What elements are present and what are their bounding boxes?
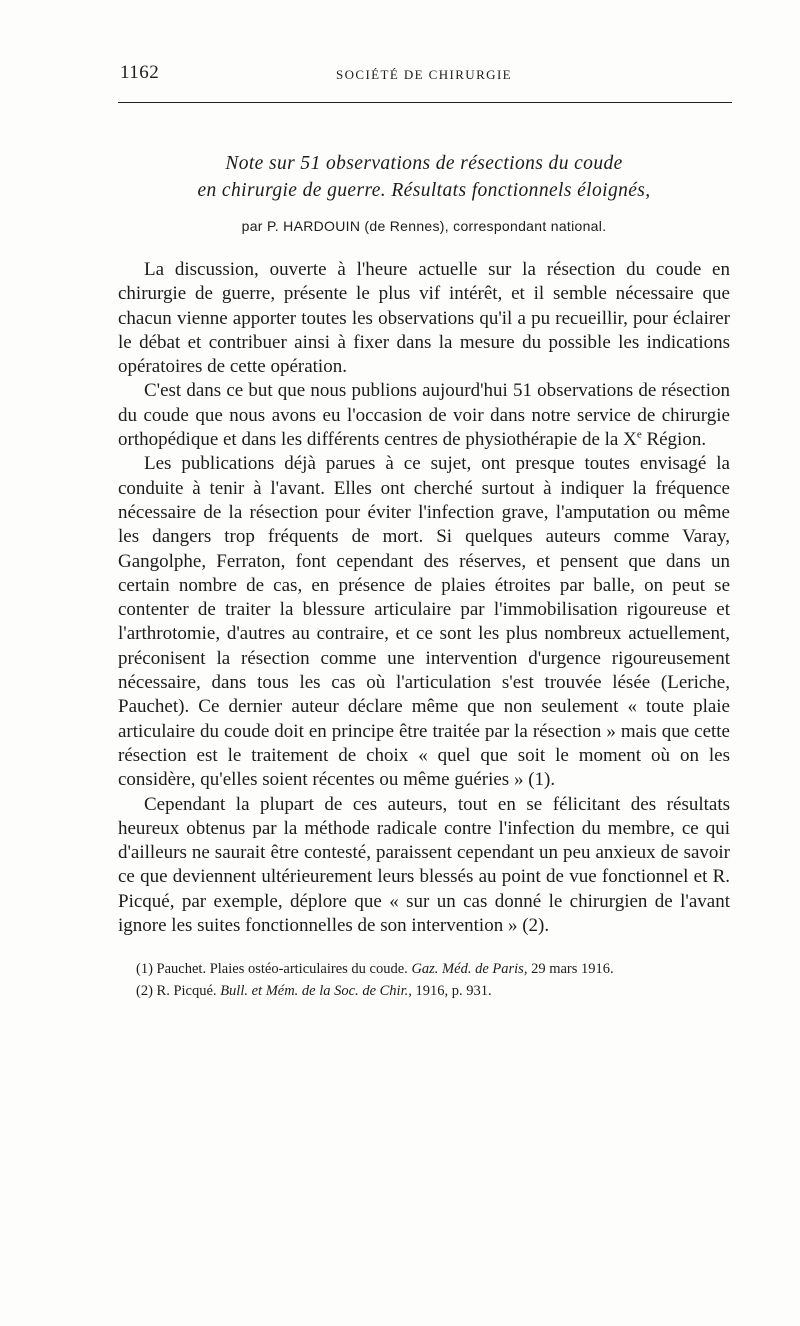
- footnote-1-marker: (1): [136, 961, 153, 978]
- paragraph-1: La discussion, ouverte à l'heure actuelle sur la résection du coude en chirurgie de guerre, présente le plus vif intérêt, et il semble nécessaire que chacun vienne apporter toutes les observations qu'il a pu recueillir, pour éclairer le débat et contribuer ainsi à fixer dans la mesure du possible les indications opératoires de cette opération.: [118, 259, 730, 378]
- footnote-2-marker: (2): [136, 983, 153, 1000]
- superscript-e: e: [636, 428, 642, 441]
- paragraph-2-text: C'est dans ce but que nous publions aujourd'hui 51 observations de résection du coude que nous avons eu l'occasion de voir dans notre service de chirurgie orthopédique et dans les différents centres de physiothérapie de la X: [118, 380, 730, 451]
- article-title-line-2: en chirurgie de guerre. Résultats fonctionnels éloignés,: [197, 180, 651, 201]
- paragraph-2-end: Région.: [641, 429, 707, 451]
- journal-page: [118, 58, 730, 1004]
- article-title-line-1: Note sur 51 observations de résections du coude: [225, 153, 623, 174]
- footnote-1-journal: Gaz. Méd. de Paris: [411, 961, 524, 978]
- article-title: [118, 150, 730, 204]
- footnote-2-text: R. Picqué.: [152, 983, 221, 1000]
- footnote-1-date: , 29 mars 1916.: [523, 961, 614, 978]
- paragraph-4: Cependant la plupart de ces auteurs, tout en se félicitant des résultats heureux obtenus par la méthode radicale contre l'infection du membre, ce qui d'ailleurs ne saurait être contesté, paraissent cependant un peu anxieux de savoir ce que deviennent ultérieurement leurs blessés au point de vue fonctionnel et R. Picqué, par exemple, déplore que « sur un cas donné le chirurgien de l'avant ignore les suites fonctionnelles de son intervention » (2).: [118, 793, 730, 937]
- author-line: par P. HARDOUIN (de Rennes), correspondant national.: [241, 218, 607, 234]
- paragraph-3: Les publications déjà parues à ce sujet, ont presque toutes envisagé la conduite à tenir à l'avant. Elles ont cherché surtout à indiquer la fréquence nécessaire de la résection pour éviter l'infection grave, l'amputation ou même les dangers trop fréquents de mort. Si quelques auteurs comme Varay, Gangolphe, Ferraton, font cependant des réserves, et pensent que dans un certain nombre de cas, en présence de plaies étroites par balle, on peut se contenter de traiter la blessure articulaire par l'immobilisation rigoureuse et l'arthrotomie, d'autres au contraire, et ce sont les plus nombreux actuellement, préconisent la résection comme une intervention d'urgence rigoureusement nécessaire, dans tous les cas où l'articulation s'est trouvée lésée (Leriche, Pauchet). Ce dernier auteur déclare même que non seulement « toute plaie articulaire du coude doit en principe être traitée par la résection » mais que cette résection est le traitement de choix « quel que soit le moment où on les considère, qu'elles soient récentes ou même guéries » (1).: [118, 453, 730, 791]
- running-head: [118, 58, 730, 88]
- footnote-2-journal: Bull. et Mém. de la Soc. de Chir.: [220, 983, 409, 1000]
- footnote-1: [118, 960, 730, 978]
- footnote-2: [118, 982, 730, 1000]
- page-number: 1162: [120, 62, 160, 83]
- header-rule: [118, 102, 732, 103]
- footnote-2-date: , 1916, p. 931.: [408, 983, 492, 1000]
- paragraph-2: [118, 379, 730, 452]
- running-title: SOCIÉTÉ DE CHIRURGIE: [335, 67, 513, 82]
- article-body: [118, 258, 730, 938]
- footnotes: [118, 960, 730, 1000]
- footnote-1-text: Pauchet. Plaies ostéo-articulaires du coude.: [152, 961, 412, 978]
